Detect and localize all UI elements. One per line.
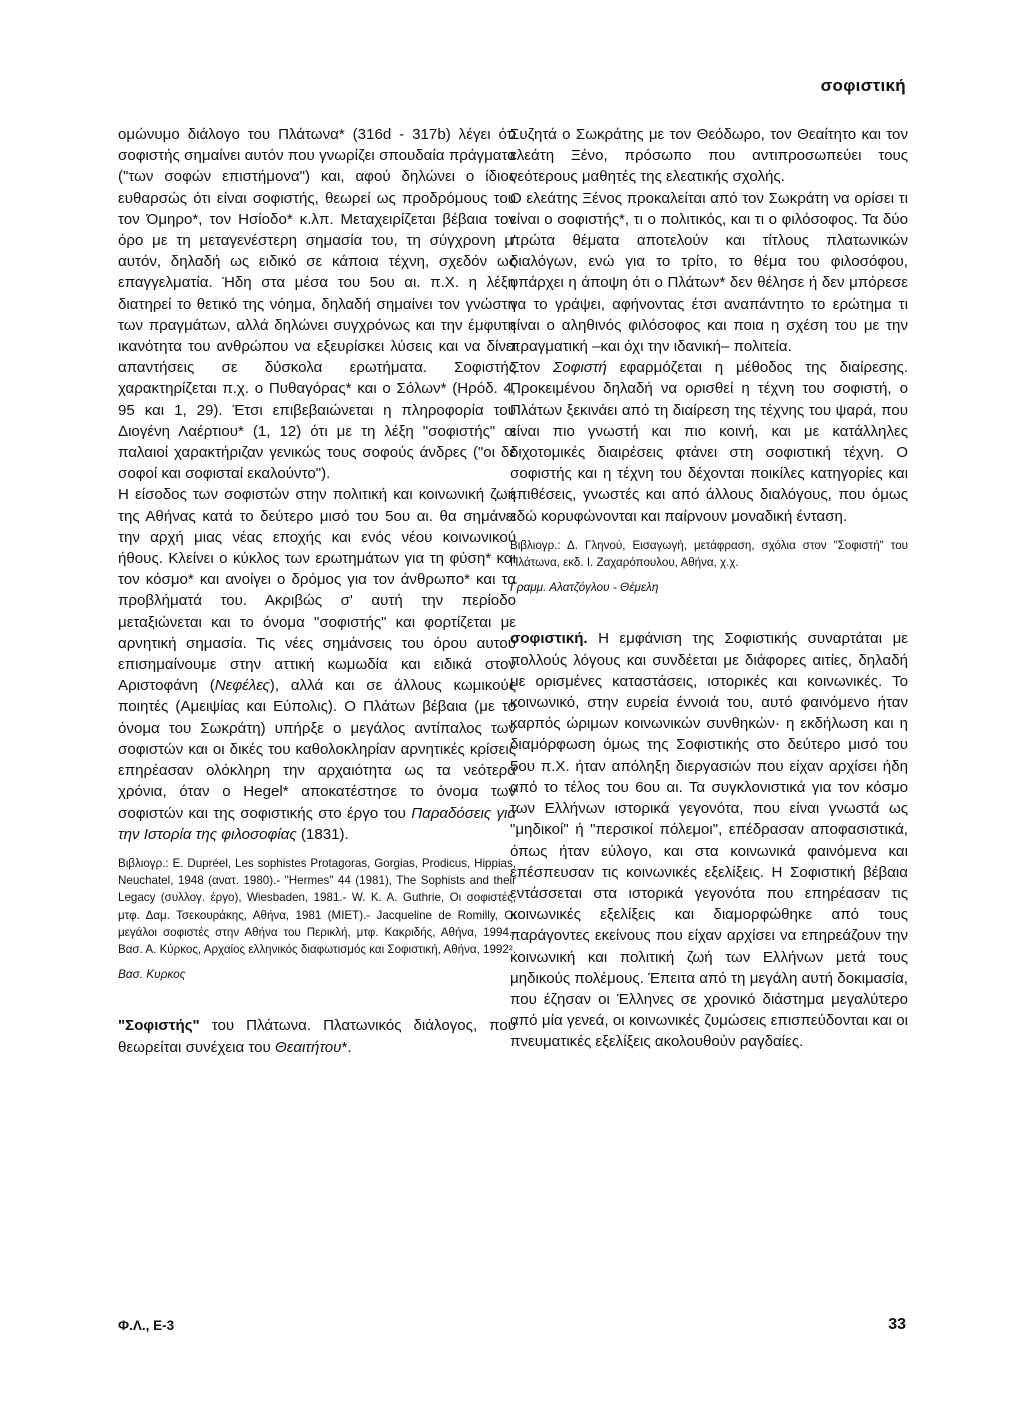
paragraph: Συζητά ο Σωκράτης με τον Θεόδωρο, τον Θεαίτητο και τον ελεάτη Ξένο, πρόσωπο που αντιπροσωπεύει τους νεότερους μαθητές της ελεατικής σχολής. — [510, 126, 908, 186]
work-title: Παραδόσεις για την Ιστορία της φιλοσοφίας — [118, 804, 516, 843]
right-column — [510, 124, 908, 1053]
text-run: Η είσοδος των σοφιστών στην πολιτική και κοινωνική ζωή της Αθήνας κατά το δεύτερο μισό του 5ου αι. θα σημάνει την αρχή μιας νέας εποχής και ενός νέου κοινωνικού ήθους. Κλείνει ο κύκλος των ερωτημάτων για τη φύση* και τον κόσμο* και ανοίγει ο δρόμος για τον άνθρωπο* και τα προβλήματά του. Ακριβώς σ' αυτή την περίοδο μεταξιώνεται και το όνομα "σοφιστής" και φορτίζεται με αρνητική σημασία. Τις νέες σημάνσεις του όρου αυτού επισημαίνουμε στην αττική κωμωδία και ειδικά στον Αριστοφάνη ( — [118, 486, 516, 695]
entry-sofistiki — [510, 628, 908, 1052]
page-number: 33 — [888, 1316, 906, 1333]
entry-headword: "Σοφιστής" — [118, 1017, 200, 1035]
entry-headword: σοφιστική. — [510, 630, 588, 648]
paragraph — [118, 484, 516, 844]
paragraph: ομώνυμο διάλογο του Πλάτωνα* (316d - 317b) λέγει ότι σοφιστής σημαίνει αυτόν που γνωρίζει σπουδαία πράγματα ("των σοφών επιστήμονα") και, αφού δηλώνει ο ίδιος ευθαρσώς ότι είναι σοφιστής, θεωρεί ως προδρόμους του τον Όμηρο*, τον Ησίοδο* κ.λπ. Μεταχειρίζεται βέβαια τον όρο με τη μεταγενέστερη σημασία του, τη σύγχρονη μ' αυτόν, δηλαδή ως ειδικό σε κάποια τέχνη, σχεδόν ως επαγγελματία. Ήδη στα μέσα του 5ου αι. π.Χ. η λέξη διατηρεί το θετικό της νόημα, δηλαδή σημαίνει τον γνώστη των πραγμάτων, αλλά δηλώνει συγχρόνως και την έμφυτη ικανότητα του ανθρώπου να εξευρίσκει λύσεις και να δίνει απαντήσεις σε δύσκολα ερωτήματα. Σοφιστής χαρακτηρίζεται π.χ. ο Πυθαγόρας* και ο Σόλων* (Ηρόδ. 4, 95 και 1, 29). Έτσι επιβεβαιώνεται η πληροφορία του Διογένη Λαέρτιου* (1, 12) ότι με τη λέξη "σοφιστής" οι παλαιοί χαρακτήριζαν γενικώς τους σοφούς άνδρες ("οι δε σοφοί και σοφισταί εκαλούντο"). — [118, 126, 516, 483]
text-run: του Πλάτωνα. Πλατωνικός διάλογος, που θεωρείται συνέχεια του — [118, 1017, 516, 1056]
footer-section-label: Φ.Λ., Ε-3 — [118, 1318, 175, 1333]
text-run: ), αλλά και σε άλλους κωμικούς ποιητές (Αμειψίας και Εύπολις). Ο Πλάτων βέβαια (με το όνομα του Σωκράτη) υπήρξε ο μεγάλος αντίπαλος των σοφιστών και οι δικές του καθολοκληρίαν αρνητικές κρίσεις επηρέασαν ολόκληρη την αρχαιότητα ως τα νεότερα χρόνια, όταν ο Hegel* αποκατέστησε το όνομα των σοφιστών και της σοφιστικής στο έργο του — [118, 677, 516, 822]
entry-sofistis — [118, 1015, 516, 1057]
work-title: Θεαιτήτου — [274, 1038, 342, 1056]
work-title: Νεφέλες — [214, 677, 270, 695]
running-head: σοφιστική — [820, 76, 906, 95]
bibliography: Βιβλιογρ.: Δ. Γληνού, Εισαγωγή, μετάφραση, σχόλια στον "Σοφιστή" του Πλάτωνα, εκδ. Ι. Ζαχαρόπουλου, Αθήνα, χ.χ. — [510, 538, 908, 570]
text-run: (1831). — [296, 825, 349, 843]
bibliography: Βιβλιογρ.: E. Dupréel, Les sophistes Protagoras, Gorgias, Prodicus, Hippias, Neuchatel, 1948 (ανατ. 1980).- "Hermes" 44 (1981), The Sophists and their Legacy (συλλογ. έργο), Wiesbaden, 1981.- W. K. A. Guthrie, Οι σοφιστές, μτφ. Δαμ. Τσεκουράκης, Αθήνα, 1981 (ΜΙΕΤ).- Jacqueline de Romilly, Οι μεγάλοι σοφιστές στην Αθήνα του Περικλή, μτφ. Κακριδής, Αθήνα, 1994.- Βασ. Α. Κύρκος, Αρχαίος ελληνικός διαφωτισμός και Σοφιστική, Αθήνα, 1992². — [118, 856, 516, 956]
text-run: εφαρμόζεται η μέθοδος της διαίρεσης. Προκειμένου δηλαδή να ορισθεί η τέχνη του σοφιστή, ο Πλάτων ξεκινάει από τη διαίρεση της τέχνης του ψαρά, που είναι πιο γνωστή και πιο κοινή, και με κατάλληλες διχοτομικές διαιρέσεις φτάνει στη σοφιστική τέχνη. Ο σοφιστής και η τέχνη του δέχονται ποικίλες κατηγορίες και επιθέσεις, γνωστές και από άλλους διαλόγους, που όμως εδώ κορυφώνονται και παίρνουν μοναδική ένταση. — [510, 359, 908, 525]
text-run: Η εμφάνιση της Σοφιστικής συναρτάται με πολλούς λόγους και συνδέεται με διάφορες αιτίες, δηλαδή με ορισμένες καταστάσεις, ιστορικές και κοινωνικές. Το κοινωνικό, στην ευρεία έννοιά του, αυτό φαινόμενο ήταν καρπός ώριμων κοινωνικών συνθηκών· η εκδήλωση και η διαμόρφωση όμως της Σοφιστικής στο δεύτερο μισό του 5ου π.Χ. ήταν απόληξη διεργασιών που είχαν αρχίσει ήδη από το τέλος του 6ου αι. Τα συγκλονιστικά για τον κόσμο των Ελλήνων ιστορικά γεγονότα, που είναι γνωστά ως "μηδικοί" ή "περσικοί πόλεμοι", επέδρασαν αποφασιστικά, όπως ήταν εύλογο, και στα κοινωνικά φαινόμενα και επέσπευσαν τις κοινωνικές εξελίξεις. Η Σοφιστική βέβαια εντάσσεται στα ιστορικά γεγονότα που επηρέασαν τις κοινωνικές εξελίξεις και διαμορφώθηκε από τους παράγοντες εκείνους που είχαν αρχίσει να επηρεάζουν την κοινωνική και πολιτική ζωή των Ελλήνων μετά τους μηδικούς πολέμους. Έπειτα από τη μεγάλη αυτή δοκιμασία, που έζησαν οι Έλληνες σε χρονικό διάστημα μεγαλύτερο από μία γενεά, οι κοινωνικές ζυμώσεις επισπεύδονται και οι πνευματικές εξελίξεις ακολουθούν ραγδαίες. — [510, 630, 908, 1051]
left-column — [118, 124, 516, 1058]
author-signature: Γραμμ. Αλατζόγλου - Θέμελη — [510, 580, 659, 595]
paragraph: Ο ελεάτης Ξένος προκαλείται από τον Σωκράτη να ορίσει τι είναι ο σοφιστής*, τι ο πολιτικός, και τι ο φιλόσοφος. Τα δύο πρώτα θέματα αποτελούν και τίτλους πλατωνικών διαλόγων, ενώ για το τρίτο, το θέμα του φιλοσόφου, υπάρχει η άποψη ότι ο Πλάτων* δεν θέλησε ή δεν μπόρεσε να το γράψει, αφήνοντας έτσι αναπάντητο το ερώτημα τι είναι ο αληθινός φιλόσοφος και ποια η σχέση του με την πραγματική –και όχι την ιδανική– πολιτεία. — [510, 189, 908, 356]
author-signature: Βασ. Κυρκος — [118, 967, 186, 982]
text-run: *. — [341, 1038, 352, 1056]
work-title: Σοφιστή — [553, 359, 607, 377]
paragraph — [510, 357, 908, 527]
text-run: Στον — [510, 359, 554, 377]
